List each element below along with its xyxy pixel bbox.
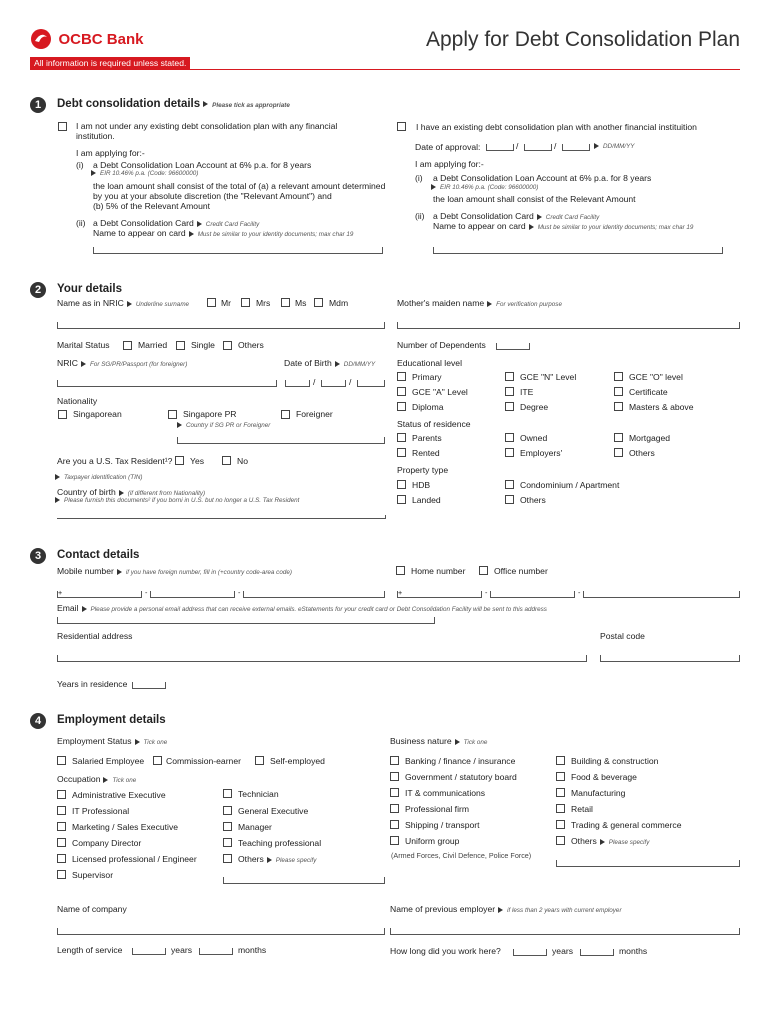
home-area-field[interactable] bbox=[490, 591, 575, 598]
years-in-residence-field[interactable] bbox=[132, 682, 166, 689]
dependents-label: Number of Dependents bbox=[397, 340, 486, 350]
us-tax-no-label: No bbox=[237, 456, 248, 466]
primary-checkbox[interactable] bbox=[397, 372, 406, 381]
occ-technician-label: Technician bbox=[238, 789, 279, 799]
occ-admin-label: Administrative Executive bbox=[72, 790, 166, 800]
singapore-pr-label: Singapore PR bbox=[183, 409, 237, 419]
employers-checkbox[interactable] bbox=[505, 448, 514, 457]
not-under-plan-label: I am not under any existing debt consolidation plan with any financial bbox=[76, 121, 338, 131]
bn-others-checkbox[interactable] bbox=[556, 836, 565, 845]
bn-manufacturing-label: Manufacturing bbox=[571, 788, 626, 798]
us-tax-no-checkbox[interactable] bbox=[222, 456, 231, 465]
married-label: Married bbox=[138, 340, 168, 350]
mr-checkbox[interactable] bbox=[207, 298, 216, 307]
gce-a-checkbox[interactable] bbox=[397, 387, 406, 396]
bn-trading-checkbox[interactable] bbox=[556, 820, 565, 829]
date-slash-2: / bbox=[554, 141, 557, 151]
singapore-pr-checkbox[interactable] bbox=[168, 410, 177, 419]
applying-for-label-right: I am applying for:- bbox=[415, 159, 484, 169]
foreigner-checkbox[interactable] bbox=[281, 410, 290, 419]
approval-year-field[interactable] bbox=[562, 144, 590, 151]
rented-label: Rented bbox=[412, 448, 440, 458]
employers-label: Employers' bbox=[520, 448, 563, 458]
certificate-checkbox[interactable] bbox=[614, 387, 623, 396]
page-title: Apply for Debt Consolidation Plan bbox=[425, 28, 740, 51]
bn-shipping-label: Shipping / transport bbox=[405, 820, 480, 830]
option-ii-number: (ii) bbox=[76, 218, 86, 228]
occ-it-checkbox[interactable] bbox=[57, 806, 66, 815]
occ-licensed-checkbox[interactable] bbox=[57, 854, 66, 863]
email-field[interactable] bbox=[57, 617, 435, 624]
degree-checkbox[interactable] bbox=[505, 402, 514, 411]
home-number-checkbox[interactable] bbox=[396, 566, 405, 575]
mortgaged-checkbox[interactable] bbox=[614, 433, 623, 442]
dob-day-field[interactable] bbox=[285, 380, 310, 387]
ocbc-logo-icon bbox=[30, 28, 52, 50]
how-long-label: How long did you work here? bbox=[390, 946, 501, 956]
ite-label: ITE bbox=[520, 387, 534, 397]
amount-text-right: the loan amount shall consist of the Relevant Amount bbox=[433, 194, 636, 204]
occ-director-checkbox[interactable] bbox=[57, 838, 66, 847]
service-years-field[interactable] bbox=[132, 948, 166, 955]
bn-others-field[interactable] bbox=[556, 860, 740, 867]
prev-months-field[interactable] bbox=[580, 949, 614, 956]
amount-text-3: (b) 5% of the Relevant Amount bbox=[93, 201, 211, 211]
service-months-label: months bbox=[238, 945, 267, 955]
mdm-label: Mdm bbox=[329, 298, 349, 308]
dob-month-field[interactable] bbox=[321, 380, 346, 387]
bn-banking-label: Banking / finance / insurance bbox=[405, 756, 516, 766]
prev-years-label: years bbox=[552, 946, 574, 956]
section-3-title: Contact details bbox=[57, 549, 140, 561]
bn-building-label: Building & construction bbox=[571, 756, 659, 766]
gce-a-label: GCE "A" Level bbox=[412, 387, 468, 397]
commission-checkbox[interactable] bbox=[153, 756, 162, 765]
home-dash-1: - bbox=[485, 588, 488, 597]
residential-address-label: Residential address bbox=[57, 631, 133, 641]
married-checkbox[interactable] bbox=[123, 341, 132, 350]
mortgaged-label: Mortgaged bbox=[629, 433, 671, 443]
mobile-country-field[interactable] bbox=[57, 591, 142, 598]
single-label: Single bbox=[191, 340, 215, 350]
residence-others-checkbox[interactable] bbox=[614, 448, 623, 457]
section-2-number: 2 bbox=[30, 282, 46, 298]
service-years-label: years bbox=[171, 945, 193, 955]
required-banner: All information is required unless stated. bbox=[30, 57, 190, 69]
degree-label: Degree bbox=[520, 402, 549, 412]
prev-months-label: months bbox=[619, 946, 648, 956]
not-under-plan-checkbox[interactable] bbox=[58, 122, 67, 131]
diploma-label: Diploma bbox=[412, 402, 444, 412]
gce-o-checkbox[interactable] bbox=[614, 372, 623, 381]
not-under-plan-label-2: institution. bbox=[76, 131, 115, 141]
consolidation-card-text: a Debt Consolidation Card Credit Card Facility bbox=[93, 218, 260, 228]
residence-status-label: Status of residence bbox=[397, 419, 471, 429]
dob-year-field[interactable] bbox=[357, 380, 385, 387]
employment-status-label: Employment Status Tick one bbox=[57, 736, 168, 746]
prev-years-field[interactable] bbox=[513, 949, 547, 956]
bn-uniform-note: (Armed Forces, Civil Defence, Police Force) bbox=[391, 851, 532, 860]
office-number-label: Office number bbox=[494, 566, 548, 576]
previous-employer-label: Name of previous employer if less than 2 years with current employer bbox=[390, 904, 622, 914]
email-label: Email Please provide a personal email address that can receive external emails. eStatements for your credit card or Debt Consolidation Facility will be sent to this address bbox=[57, 603, 547, 613]
self-employed-label: Self-employed bbox=[270, 756, 325, 766]
date-slash-1: / bbox=[516, 141, 519, 151]
approval-month-field[interactable] bbox=[524, 144, 552, 151]
hdb-label: HDB bbox=[412, 480, 431, 490]
country-field[interactable] bbox=[177, 437, 385, 444]
bn-uniform-checkbox[interactable] bbox=[390, 836, 399, 845]
section-3-number: 3 bbox=[30, 548, 46, 564]
singaporean-label: Singaporean bbox=[73, 409, 122, 419]
bn-building-checkbox[interactable] bbox=[556, 756, 565, 765]
name-nric-label: Name as in NRIC Underline surname bbox=[57, 298, 190, 308]
parents-label: Parents bbox=[412, 433, 442, 443]
occ-supervisor-label: Supervisor bbox=[72, 870, 114, 880]
hdb-checkbox[interactable] bbox=[397, 480, 406, 489]
masters-checkbox[interactable] bbox=[614, 402, 623, 411]
occ-general-exec-label: General Executive bbox=[238, 806, 309, 816]
self-employed-checkbox[interactable] bbox=[255, 756, 264, 765]
country-of-birth-line[interactable] bbox=[57, 518, 385, 519]
property-others-label: Others bbox=[520, 495, 546, 505]
rented-checkbox[interactable] bbox=[397, 448, 406, 457]
salaried-label: Salaried Employee bbox=[72, 756, 145, 766]
option-ii-number-right: (ii) bbox=[415, 211, 425, 221]
home-plus: + bbox=[398, 588, 403, 597]
gce-n-label: GCE "N" Level bbox=[520, 372, 577, 382]
us-tax-yes-label: Yes bbox=[190, 456, 205, 466]
postal-code-field[interactable] bbox=[600, 655, 740, 662]
occ-others-checkbox[interactable] bbox=[223, 854, 232, 863]
landed-checkbox[interactable] bbox=[397, 495, 406, 504]
bn-banking-checkbox[interactable] bbox=[390, 756, 399, 765]
diploma-checkbox[interactable] bbox=[397, 402, 406, 411]
mrs-checkbox[interactable] bbox=[241, 298, 250, 307]
approval-day-field[interactable] bbox=[486, 144, 514, 151]
mobile-plus: + bbox=[58, 588, 63, 597]
property-others-checkbox[interactable] bbox=[505, 495, 514, 504]
mrs-label: Mrs bbox=[256, 298, 271, 308]
mobile-dash-2: - bbox=[238, 588, 241, 597]
commission-label: Commission-earner bbox=[166, 756, 241, 766]
amount-text-1: the loan amount shall consist of the total of (a) a relevant amount determined bbox=[93, 181, 386, 191]
occ-teaching-checkbox[interactable] bbox=[223, 838, 232, 847]
educational-level-label: Educational level bbox=[397, 358, 462, 368]
occ-it-label: IT Professional bbox=[72, 806, 130, 816]
occ-teaching-label: Teaching professional bbox=[238, 838, 322, 848]
occ-general-exec-checkbox[interactable] bbox=[223, 806, 232, 815]
certificate-label: Certificate bbox=[629, 387, 668, 397]
bn-professional-label: Professional firm bbox=[405, 804, 469, 814]
name-on-card-label-right: Name to appear on card Must be similar to your identity documents; max char 19 bbox=[433, 221, 694, 231]
property-type-label: Property type bbox=[397, 465, 449, 475]
foreigner-label: Foreigner bbox=[296, 409, 333, 419]
maiden-name-field[interactable] bbox=[397, 322, 740, 329]
marital-status-label: Marital Status bbox=[57, 340, 110, 350]
occ-admin-checkbox[interactable] bbox=[57, 790, 66, 799]
landed-label: Landed bbox=[412, 495, 441, 505]
owned-label: Owned bbox=[520, 433, 548, 443]
option-i-number-right: (i) bbox=[415, 173, 423, 183]
years-in-residence-label: Years in residence bbox=[57, 679, 128, 689]
salaried-checkbox[interactable] bbox=[57, 756, 66, 765]
ms-label: Ms bbox=[295, 298, 307, 308]
eir-note: EIR 10.46% p.a. (Code: 96600000) bbox=[91, 170, 198, 177]
nric-field[interactable] bbox=[57, 380, 277, 387]
gce-o-label: GCE "O" level bbox=[629, 372, 683, 382]
approval-date-format: DD/MM/YY bbox=[591, 143, 635, 150]
occ-others-label: Others Please specify bbox=[238, 854, 317, 864]
ite-checkbox[interactable] bbox=[505, 387, 514, 396]
bn-food-checkbox[interactable] bbox=[556, 772, 565, 781]
occ-director-label: Company Director bbox=[72, 838, 142, 848]
bn-uniform-label: Uniform group bbox=[405, 836, 460, 846]
name-on-card-field-left[interactable] bbox=[93, 247, 383, 254]
home-country-field[interactable] bbox=[397, 591, 482, 598]
parents-checkbox[interactable] bbox=[397, 433, 406, 442]
previous-employer-field[interactable] bbox=[390, 928, 740, 935]
bn-government-checkbox[interactable] bbox=[390, 772, 399, 781]
bn-retail-checkbox[interactable] bbox=[556, 804, 565, 813]
owned-checkbox[interactable] bbox=[505, 433, 514, 442]
bn-it-label: IT & communications bbox=[405, 788, 486, 798]
bn-manufacturing-checkbox[interactable] bbox=[556, 788, 565, 797]
loan-account-text: a Debt Consolidation Loan Account at 6% p.a. for 8 years bbox=[93, 160, 312, 170]
section-1-number: 1 bbox=[30, 97, 46, 113]
address-field[interactable] bbox=[57, 655, 587, 662]
occ-technician-checkbox[interactable] bbox=[223, 789, 232, 798]
brand-name: OCBC Bank bbox=[58, 30, 144, 48]
occ-manager-checkbox[interactable] bbox=[223, 822, 232, 831]
company-name-field[interactable] bbox=[57, 928, 385, 935]
us-tax-label: Are you a U.S. Tax Resident¹? bbox=[57, 456, 173, 466]
marital-others-checkbox[interactable] bbox=[223, 341, 232, 350]
section-4-title: Employment details bbox=[57, 714, 166, 726]
home-number-label: Home number bbox=[411, 566, 466, 576]
condo-label: Condominium / Apartment bbox=[520, 480, 620, 490]
occ-marketing-checkbox[interactable] bbox=[57, 822, 66, 831]
nric-label: NRIC For SG/PR/Passport (for foreigner) bbox=[57, 358, 188, 368]
tin-label: Taxpayer identification (TIN) bbox=[55, 474, 143, 481]
name-nric-field[interactable] bbox=[57, 322, 385, 329]
postal-code-label: Postal code bbox=[600, 631, 645, 641]
header-rule bbox=[30, 69, 740, 70]
amount-text-2: by you at your absolute discretion (the "Relevant Amount") and bbox=[93, 191, 332, 201]
singaporean-checkbox[interactable] bbox=[58, 410, 67, 419]
bn-others-label: Others Please specify bbox=[571, 836, 650, 846]
existing-plan-label: I have an existing debt consolidation plan with another financial instituition bbox=[416, 122, 697, 132]
bn-food-label: Food & beverage bbox=[571, 772, 637, 782]
consolidation-card-text-right: a Debt Consolidation Card Credit Card Facility bbox=[433, 211, 600, 221]
furnish-note: Please furnish this documents² if you borni in U.S. but no longer a U.S. Tax Resident bbox=[55, 497, 299, 504]
masters-label: Masters & above bbox=[629, 402, 694, 412]
company-name-label: Name of company bbox=[57, 904, 127, 914]
bn-shipping-checkbox[interactable] bbox=[390, 820, 399, 829]
occ-supervisor-checkbox[interactable] bbox=[57, 870, 66, 879]
option-i-number: (i) bbox=[76, 160, 84, 170]
approval-date-label: Date of approval: bbox=[415, 142, 481, 152]
section-1-hint: Please tick as appropriate bbox=[212, 102, 290, 109]
bn-trading-label: Trading & general commerce bbox=[571, 820, 682, 830]
section-1-title: Debt consolidation details Please tick as appropriate bbox=[57, 98, 290, 110]
section-2-title: Your details bbox=[57, 283, 122, 295]
mr-label: Mr bbox=[221, 298, 232, 308]
residence-others-label: Others bbox=[629, 448, 655, 458]
dob-slash-1: / bbox=[313, 377, 316, 387]
dob-label: Date of Birth DD/MM/YY bbox=[284, 358, 376, 368]
office-number-checkbox[interactable] bbox=[479, 566, 488, 575]
occ-licensed-label: Licensed professional / Engineer bbox=[72, 854, 197, 864]
country-hint: Country if SG PR or Foreigner bbox=[177, 422, 270, 429]
ocbc-logo bbox=[30, 28, 143, 50]
length-of-service-label: Length of service bbox=[57, 945, 123, 955]
ms-checkbox[interactable] bbox=[281, 298, 290, 307]
eir-note-right: EIR 10.46% p.a. (Code: 96600000) bbox=[431, 184, 538, 191]
occ-manager-label: Manager bbox=[238, 822, 272, 832]
applying-for-label: I am applying for:- bbox=[76, 148, 145, 158]
occ-marketing-label: Marketing / Sales Executive bbox=[72, 822, 179, 832]
home-dash-2: - bbox=[578, 588, 581, 597]
primary-label: Primary bbox=[412, 372, 442, 382]
us-tax-yes-checkbox[interactable] bbox=[175, 456, 184, 465]
loan-account-text-right: a Debt Consolidation Loan Account at 6% p.a. for 8 years bbox=[433, 173, 652, 183]
condo-checkbox[interactable] bbox=[505, 480, 514, 489]
existing-plan-checkbox[interactable] bbox=[397, 122, 406, 131]
field-tick bbox=[385, 515, 386, 519]
single-checkbox[interactable] bbox=[176, 341, 185, 350]
service-months-field[interactable] bbox=[199, 948, 233, 955]
home-number-field[interactable] bbox=[583, 591, 740, 598]
mobile-label: Mobile number if you have foreign number, fill in (+country code-area code) bbox=[57, 566, 292, 576]
bn-professional-checkbox[interactable] bbox=[390, 804, 399, 813]
name-on-card-label: Name to appear on card Must be similar to your identity documents; max char 19 bbox=[93, 228, 354, 238]
mdm-checkbox[interactable] bbox=[314, 298, 323, 307]
mobile-area-field[interactable] bbox=[150, 591, 235, 598]
bn-government-label: Government / statutory board bbox=[405, 772, 517, 782]
dependents-field[interactable] bbox=[496, 343, 530, 350]
nationality-label: Nationality bbox=[57, 396, 98, 406]
bn-it-checkbox[interactable] bbox=[390, 788, 399, 797]
bn-retail-label: Retail bbox=[571, 804, 593, 814]
dob-slash-2: / bbox=[349, 377, 352, 387]
occ-others-field[interactable] bbox=[223, 877, 385, 884]
gce-n-checkbox[interactable] bbox=[505, 372, 514, 381]
mobile-number-field[interactable] bbox=[243, 591, 385, 598]
country-of-birth-label: Country of birth (if different from Nationality) bbox=[57, 487, 206, 497]
name-on-card-field-right[interactable] bbox=[433, 247, 723, 254]
section-4-number: 4 bbox=[30, 713, 46, 729]
maiden-name-label: Mother's maiden name For verification purpose bbox=[397, 298, 562, 308]
business-nature-label: Business nature Tick one bbox=[390, 736, 488, 746]
mobile-dash-1: - bbox=[145, 588, 148, 597]
occupation-label: Occupation Tick one bbox=[57, 774, 137, 784]
marital-others-label: Others bbox=[238, 340, 264, 350]
